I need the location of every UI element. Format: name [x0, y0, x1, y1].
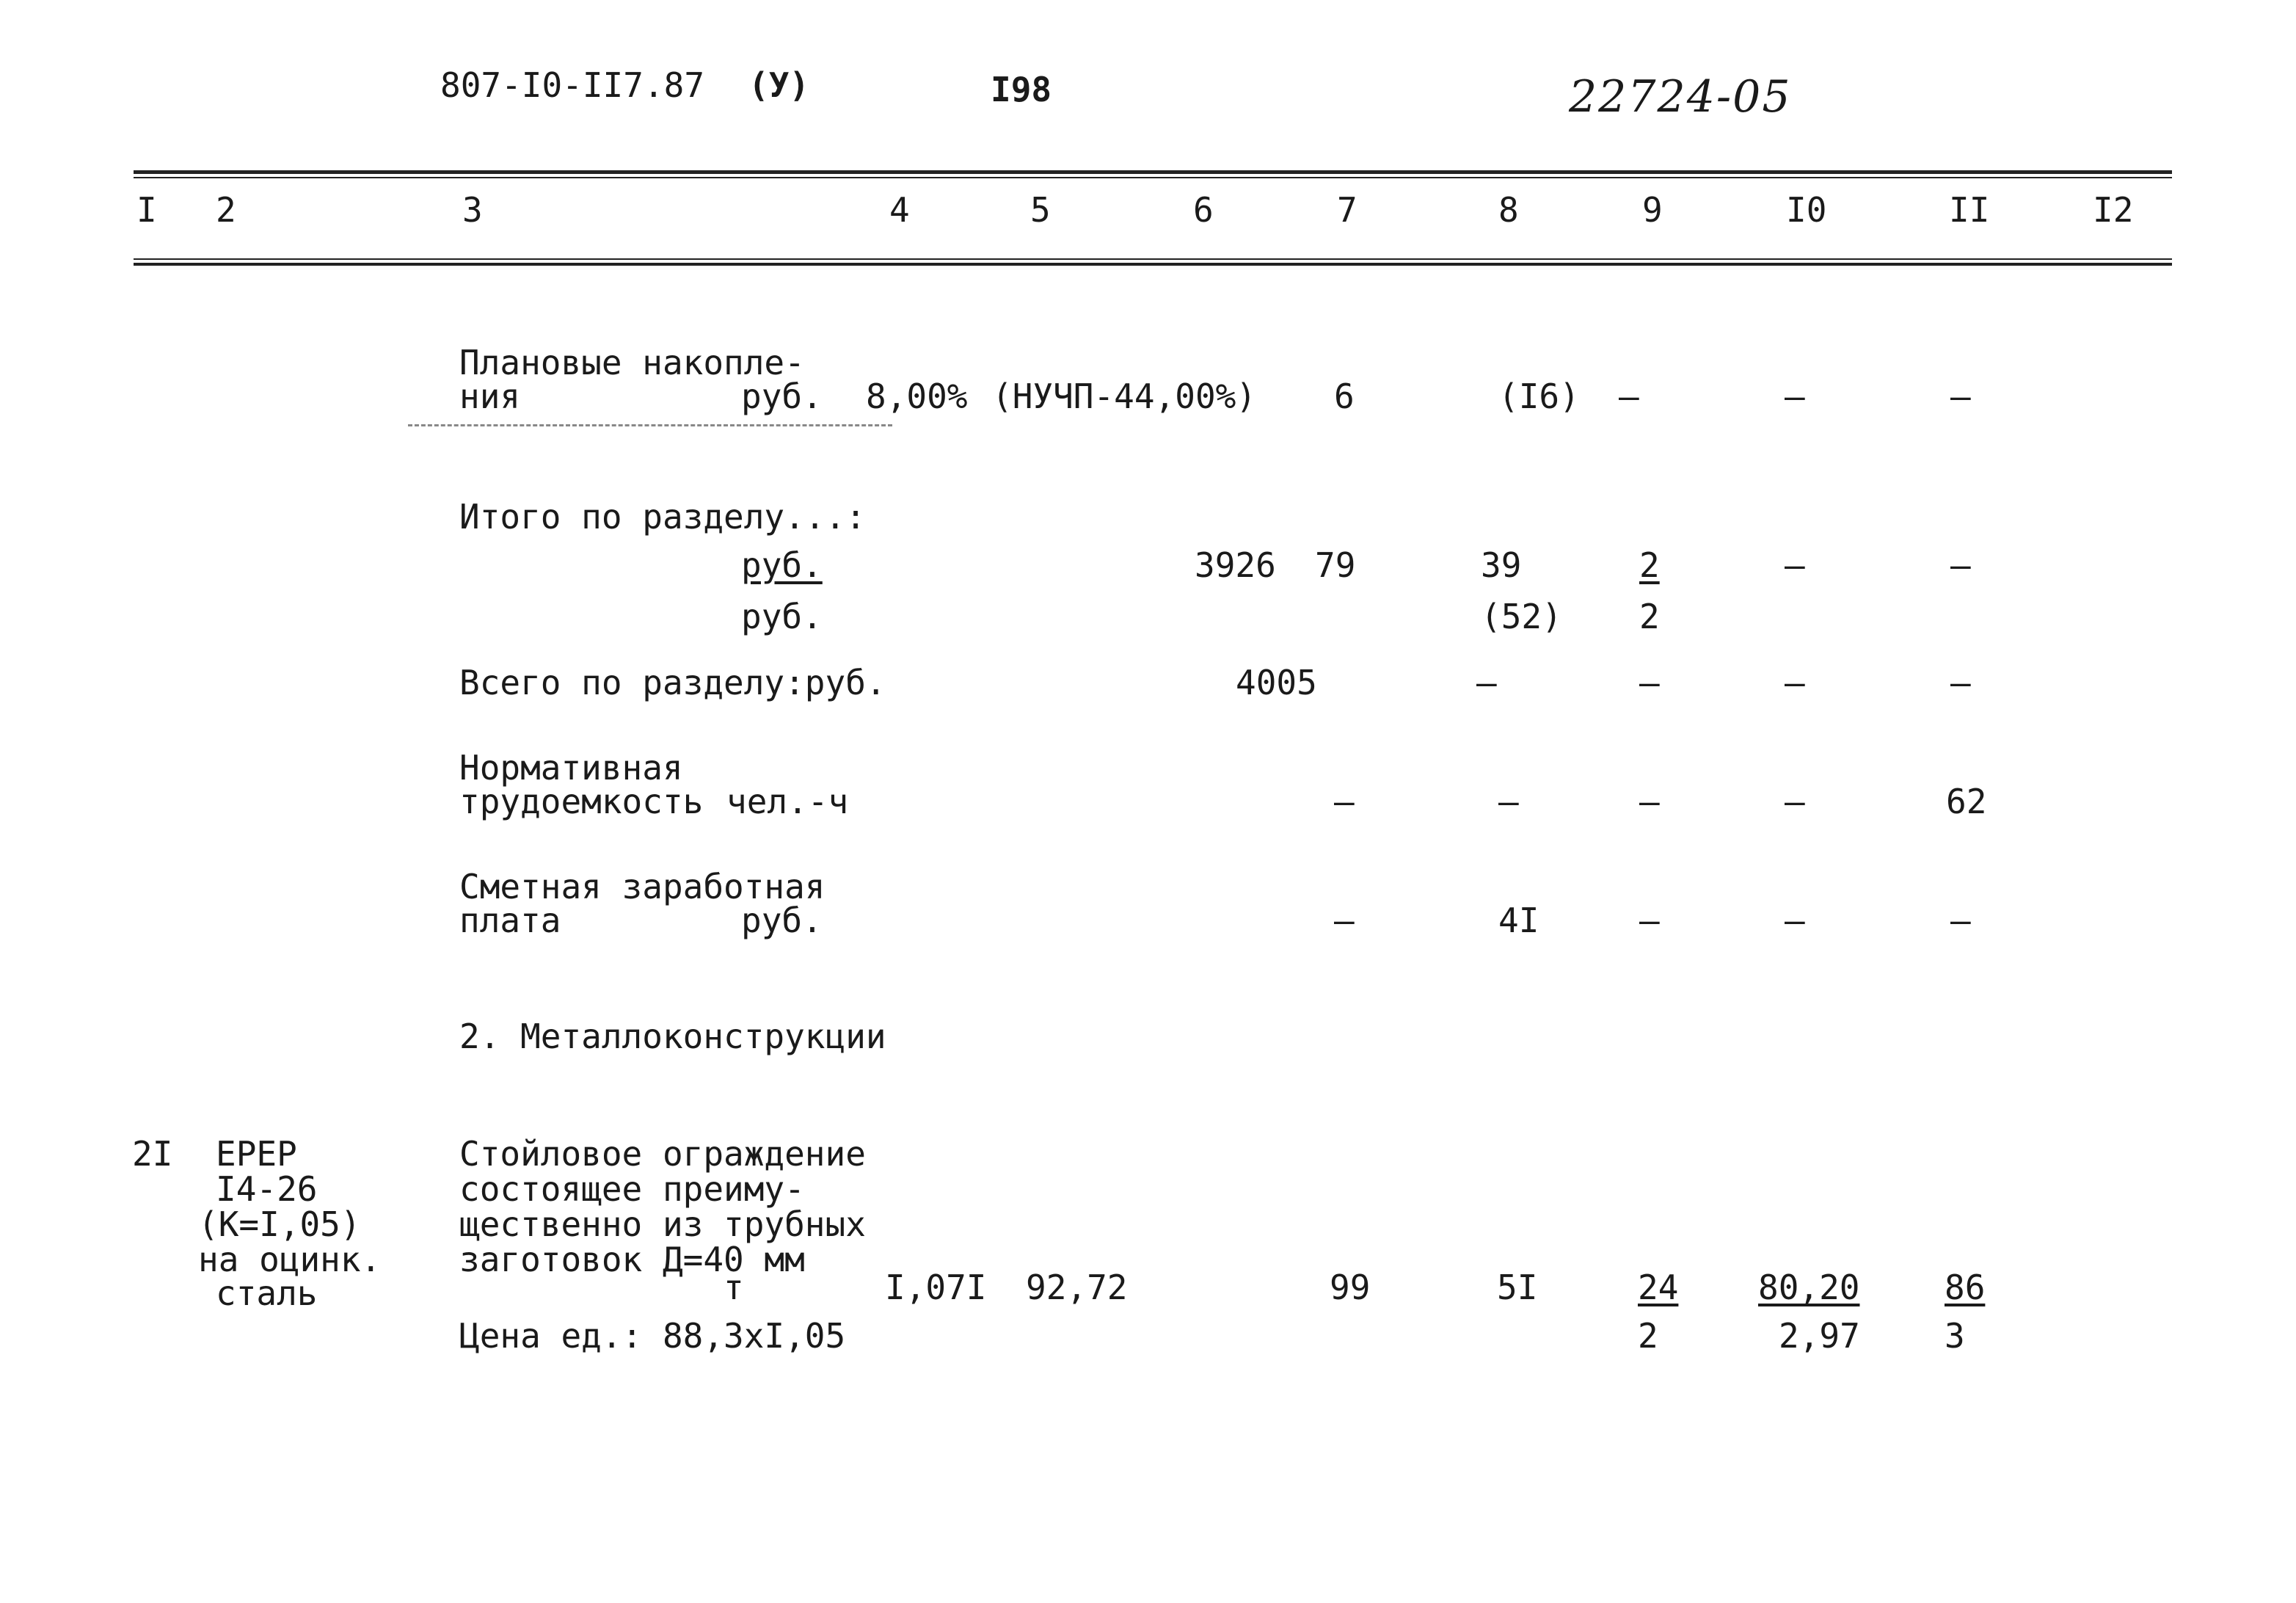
item-21-unit-price: 92,72	[1026, 1268, 1128, 1307]
planned-savings-label-2: ния	[459, 377, 521, 416]
item-21-price-note: Цена ед.: 88,3xI,05	[459, 1316, 846, 1356]
column-header-6: 6	[1193, 190, 1214, 230]
grand-total-col10: –	[1785, 663, 1805, 702]
section-total-col6: 3926	[1195, 545, 1276, 585]
item-21-col11-a: 86	[1945, 1268, 1986, 1307]
item-21-col10-b: 2,97	[1779, 1316, 1860, 1356]
item-21-code-1: ЕРЕР	[216, 1134, 297, 1174]
dashed-separator	[408, 424, 892, 426]
labor-label-2: трудоемкость	[459, 782, 704, 821]
column-header-7: 7	[1337, 190, 1357, 230]
item-21-desc-2: состоящее преиму-	[459, 1169, 805, 1209]
grand-total-value: 4005	[1236, 663, 1317, 702]
section-total-col9-a: 2	[1639, 545, 1660, 585]
item-21-code-5: сталь	[216, 1273, 318, 1313]
grand-total-label: Всего по разделу:руб.	[459, 663, 886, 702]
planned-savings-col7: 6	[1334, 377, 1355, 416]
section-total-col8-a: 39	[1481, 545, 1522, 585]
item-21-code-3: (К=I,05)	[198, 1204, 361, 1244]
section-total-col11: –	[1950, 545, 1971, 585]
item-21-col7: 99	[1330, 1268, 1371, 1307]
planned-savings-rate: 8,00%	[866, 377, 968, 416]
item-21-col9-b: 2	[1638, 1316, 1658, 1356]
column-header-2: 2	[216, 190, 236, 230]
item-21-col10-a: 80,20	[1758, 1268, 1860, 1307]
planned-savings-col11: –	[1950, 377, 1971, 416]
labor-unit: чел.-ч	[726, 782, 849, 821]
planned-savings-col9: –	[1619, 377, 1639, 416]
planned-savings-col10: –	[1785, 377, 1805, 416]
header-rule-top-thin	[134, 177, 2172, 178]
wages-unit: руб.	[741, 901, 823, 940]
grand-total-col11: –	[1950, 663, 1971, 702]
wages-col11: –	[1950, 901, 1971, 940]
item-21-code-4: на оцинк.	[198, 1240, 382, 1279]
column-header-3: 3	[462, 190, 483, 230]
wages-col7: –	[1334, 901, 1355, 940]
wages-col9: –	[1639, 901, 1660, 940]
column-header-10: I0	[1786, 190, 1827, 230]
section-total-label: Итого по разделу...:	[459, 497, 866, 537]
item-21-desc-4: заготовок Д=40 мм	[459, 1240, 805, 1279]
wages-col8: 4I	[1498, 901, 1539, 940]
item-21-number: 2I	[132, 1134, 173, 1174]
labor-col9: –	[1639, 782, 1660, 821]
planned-savings-unit: руб.	[741, 377, 823, 416]
labor-col8: –	[1498, 782, 1519, 821]
inventory-number: 22724-05	[1569, 71, 1792, 123]
labor-col7: –	[1334, 782, 1355, 821]
labor-col10: –	[1785, 782, 1805, 821]
section-total-col7: 79	[1315, 545, 1356, 585]
column-header-4: 4	[889, 190, 910, 230]
item-21-col11-b: 3	[1945, 1316, 1965, 1356]
document-code: 807-I0-II7.87	[440, 65, 705, 105]
section-total-unit-b: руб.	[741, 597, 823, 636]
header-rule-bottom-thin	[134, 258, 2172, 260]
wages-col10: –	[1785, 901, 1805, 940]
item-21-desc-1: Стойловое ограждение	[459, 1134, 866, 1174]
section-total-unit-a: руб.	[741, 545, 823, 585]
section-total-col9-b: 2	[1639, 597, 1660, 636]
wages-label-2: плата	[459, 901, 561, 940]
column-header-9: 9	[1642, 190, 1663, 230]
labor-label-1: Нормативная	[459, 748, 683, 788]
planned-savings-rate-note: (НУЧП-44,00%)	[992, 377, 1257, 416]
item-21-col9-a: 24	[1638, 1268, 1679, 1307]
column-header-1: I	[136, 190, 157, 230]
column-header-11: II	[1949, 190, 1990, 230]
item-21-unit: т	[724, 1268, 744, 1307]
planned-savings-col8: (I6)	[1498, 377, 1580, 416]
section-total-col8-b: (52)	[1481, 597, 1562, 636]
planned-savings-label-1: Плановые накопле-	[459, 343, 805, 382]
header-rule-bottom	[134, 263, 2172, 266]
header-rule-top	[134, 170, 2172, 174]
column-header-5: 5	[1030, 190, 1051, 230]
document-suffix: (У)	[748, 65, 810, 105]
item-21-code-2: I4-26	[216, 1169, 318, 1209]
column-header-12: I2	[2093, 190, 2134, 230]
column-header-8: 8	[1498, 190, 1519, 230]
item-21-desc-3: щественно из трубных	[459, 1204, 866, 1244]
page-number: I98	[991, 70, 1052, 109]
grand-total-col8: –	[1476, 663, 1497, 702]
section-total-col10: –	[1785, 545, 1805, 585]
wages-label-1: Сметная заработная	[459, 867, 826, 906]
item-21-quantity: I,07I	[885, 1268, 987, 1307]
section-2-title: 2. Металлоконструкции	[459, 1017, 886, 1056]
labor-col11: 62	[1946, 782, 1987, 821]
grand-total-col9: –	[1639, 663, 1660, 702]
item-21-col8: 5I	[1497, 1268, 1538, 1307]
